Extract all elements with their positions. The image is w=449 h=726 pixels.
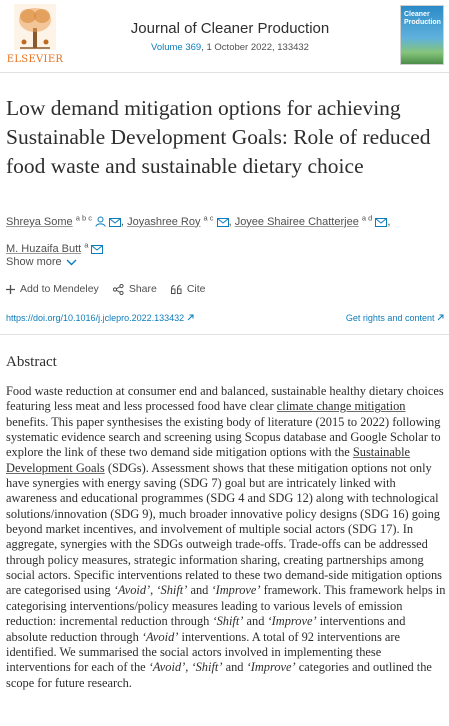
improve-term: ‘Improve’ bbox=[211, 583, 261, 598]
abstract-text bbox=[6, 384, 446, 691]
publisher-name: ELSEVIER bbox=[6, 54, 64, 65]
journal-header bbox=[0, 0, 449, 72]
get-rights-link[interactable] bbox=[346, 313, 444, 323]
share-button[interactable] bbox=[113, 283, 157, 295]
abstract-segment: interventions. A total of 92 interventions are identified. We summarised the social actors involved in implementing these interventions for each of the bbox=[6, 629, 401, 675]
mail-icon[interactable] bbox=[217, 218, 229, 227]
mail-icon[interactable] bbox=[375, 218, 387, 227]
author-entry bbox=[6, 213, 125, 228]
abstract-segment: (SDGs). Assessment shows that these mitigation options not only have synergies with energy saving (SDG 7) goal but are intricately linked with awareness and educational programmes (SDG 4 and SDG 12) along with technological solutions/innovation (SDG 9), much broader innovative policy designs (SDG 16) going beyond market incentives, and involvement of multiple social actors (SDG 17). In aggregate, synergies with the SDGs outweigh trade-offs. Trade-offs can be addressed through policy measures, strategic information sharing, creating partnerships among social actors. Specific interventions related to these two demand-side mitigation options are categorised using bbox=[6, 460, 442, 598]
avoid-term: ‘Avoid’ bbox=[141, 629, 179, 644]
plus-icon bbox=[6, 285, 15, 294]
quote-icon bbox=[171, 285, 182, 294]
elsevier-tree-icon bbox=[14, 4, 56, 50]
author-affiliation: a bbox=[84, 240, 89, 250]
abstract-heading: Abstract bbox=[6, 354, 57, 370]
author-entry bbox=[6, 240, 103, 256]
author-affiliation: a d bbox=[361, 213, 373, 222]
abstract-segment: categories and outlined the scope for future research. bbox=[6, 660, 432, 690]
shift-term: ‘Shift’ bbox=[191, 660, 223, 675]
author-separator: , bbox=[120, 215, 125, 228]
issue-date: , 1 October 2022, 133432 bbox=[201, 42, 309, 53]
abstract-segment: and bbox=[222, 660, 247, 675]
author-name[interactable]: Joyashree Roy bbox=[127, 215, 201, 228]
person-icon[interactable] bbox=[95, 216, 106, 227]
author-affiliation: a b c bbox=[75, 213, 92, 222]
author-entry bbox=[234, 213, 391, 228]
author-name[interactable]: Shreya Some bbox=[6, 215, 73, 228]
author-affiliation: a c bbox=[203, 213, 214, 222]
rights-text: Get rights and content bbox=[345, 313, 435, 323]
improve-term: ‘Improve’ bbox=[246, 660, 296, 675]
chevron-down-icon bbox=[66, 259, 77, 266]
header-divider bbox=[0, 72, 449, 73]
abstract-segment: and bbox=[243, 614, 268, 629]
section-divider bbox=[0, 334, 449, 335]
avoid-term: ‘Avoid’ bbox=[113, 583, 151, 598]
abstract-segment: benefits. This paper synthesises the existing body of literature (2015 to 2022) following systematic evidence search and screening using Scopus database and Google Scholar to explore the link of these two demand side mitigation options with the bbox=[6, 414, 441, 460]
journal-title[interactable]: Journal of Cleaner Production bbox=[130, 20, 330, 37]
elsevier-logo[interactable] bbox=[6, 4, 64, 66]
climate-change-mitigation-link[interactable]: climate change mitigation bbox=[276, 399, 406, 414]
cover-title: Cleaner Production bbox=[404, 11, 441, 26]
external-link-icon bbox=[437, 314, 444, 321]
add-to-mendeley-button[interactable] bbox=[6, 283, 99, 295]
shift-term: ‘Shift’ bbox=[212, 614, 244, 629]
author-separator: , bbox=[387, 215, 391, 228]
doi-text: https://doi.org/10.1016/j.jclepro.2022.133432 bbox=[6, 313, 185, 323]
author-name[interactable]: M. Huzaifa Butt bbox=[6, 243, 82, 256]
mail-icon[interactable] bbox=[91, 245, 103, 254]
show-more-button[interactable] bbox=[6, 256, 77, 268]
journal-cover-thumbnail[interactable] bbox=[400, 5, 444, 65]
improve-term: ‘Improve’ bbox=[267, 614, 317, 629]
abstract-segment: , bbox=[185, 660, 192, 675]
show-more-label: Show more bbox=[6, 256, 62, 268]
article-title: Low demand mitigation options for achieving Sustainable Development Goals: Role of reduced food waste and sustainable dietary choice bbox=[6, 96, 431, 178]
author-name[interactable]: Joyee Shairee Chatterjee bbox=[234, 215, 359, 228]
author-separator: , bbox=[228, 215, 232, 228]
article-actions bbox=[6, 283, 206, 295]
external-link-icon bbox=[187, 314, 194, 321]
abstract-segment: interventions and absolute reduction through bbox=[6, 614, 406, 644]
mendeley-label: Add to Mendeley bbox=[20, 283, 99, 295]
abstract-segment: Food waste reduction at consumer end and balanced, sustainable healthy dietary choices featuring less meat and less processed food have clear bbox=[6, 384, 444, 414]
shift-term: ‘Shift’ bbox=[156, 583, 188, 598]
sdg-link[interactable]: Sustainable Development Goals bbox=[6, 445, 411, 475]
cite-label: Cite bbox=[186, 283, 206, 295]
journal-issue-info bbox=[70, 42, 390, 53]
cite-button[interactable] bbox=[171, 283, 206, 295]
doi-link[interactable] bbox=[6, 313, 194, 323]
share-label: Share bbox=[128, 283, 157, 295]
volume-link[interactable]: Volume 369 bbox=[151, 42, 202, 53]
author-list bbox=[6, 206, 446, 261]
avoid-term: ‘Avoid’ bbox=[148, 660, 186, 675]
abstract-segment: and bbox=[187, 583, 212, 598]
mail-icon[interactable] bbox=[109, 218, 121, 227]
author-entry bbox=[127, 213, 232, 228]
share-icon bbox=[113, 284, 124, 295]
abstract-segment: , bbox=[150, 583, 157, 598]
abstract-segment: framework. This framework helps in categorising interventions/policy measures leading to various levels of emission reduction: incremental reduction through bbox=[6, 583, 446, 629]
